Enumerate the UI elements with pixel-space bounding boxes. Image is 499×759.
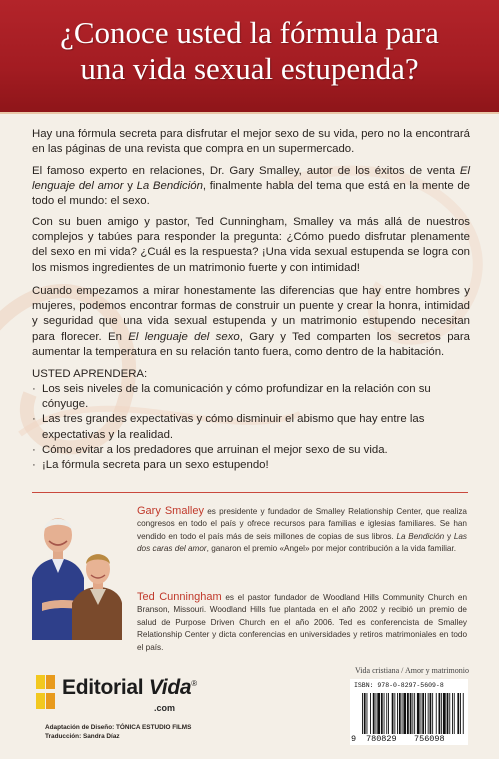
barcode-bar <box>377 693 380 734</box>
barcode-bar <box>386 693 387 734</box>
learn-list <box>32 382 472 473</box>
barcode-bar <box>397 693 398 734</box>
barcode-bar <box>376 693 377 734</box>
learn-item <box>32 443 472 458</box>
ted-name: Ted Cunningham <box>137 591 222 603</box>
differences-paragraph-start: Cuando empezamos a mirar honestamente las diferencias que hay entre hombres y mujeres, podemos encontrar formas de construir un puente y crear la honra, intimidad y seguridad que una vida sexual estupenda y un matrimonio estupendo necesitan para florecer. En <box>32 285 470 343</box>
gary-book-dos-caras: Las dos caras del amor <box>137 531 468 554</box>
barcode-bar <box>410 693 412 734</box>
registered-mark: ® <box>191 679 197 688</box>
barcode-bar <box>381 693 383 734</box>
barcode-bar <box>454 693 455 734</box>
barcode-bar <box>457 693 459 734</box>
learn-item-text: Cómo evitar a los predadores que arruinan el mejor sexo de su vida. <box>42 443 388 456</box>
ted-bio-text: es el pastor fundador de Woodland Hills Community Church en Branson, Missouri. Woodland Hills fue plantada en el año 2002 y recibió un premio de salud de Purpose Driven Church en el año 2006. Ted es conferencista de Smalley Relationship Center y dicta conferencias en universidades y retiros matrimoniales en todo el país. <box>137 593 467 652</box>
barcode-bar <box>443 693 446 734</box>
learn-item-text: ¡La fórmula secreta para un sexo estupendo! <box>42 459 269 472</box>
learn-item-text: Las tres grandes expectativas y cómo disminuir el abismo que hay entre las expectativas y la realidad. <box>42 413 425 441</box>
header-banner <box>0 0 499 113</box>
isbn-label: ISBN: 978-0-8297-5609-8 <box>354 682 444 689</box>
publisher-mark-icon <box>36 673 56 711</box>
bullet-icon: · <box>32 443 36 456</box>
authors-photo <box>32 503 122 640</box>
barcode-bar <box>367 693 368 734</box>
barcode-bar <box>463 693 464 734</box>
barcode-bar <box>402 693 403 734</box>
gary-bio-conjunction: y <box>444 531 454 541</box>
barcode-bar <box>425 693 426 734</box>
learn-item <box>32 458 472 473</box>
barcode-bar <box>370 693 371 734</box>
header-title-line-1: ¿Conoce usted la fórmula para <box>60 15 439 50</box>
barcode-bar <box>432 693 433 734</box>
book-category: Vida cristiana / Amor y matrimonio <box>355 666 469 675</box>
barcode-bar <box>407 693 409 734</box>
barcode-bar <box>364 693 366 734</box>
barcode-bar <box>449 693 450 734</box>
gary-bio-text: es presidente y fundador de Smalley Relationship Center, que realiza congresos en todo el país y ofrece recursos para familias e iglesias familiares. Se han vendido en todo el país más de seis millones de copias de sus libros. <box>137 507 467 541</box>
barcode-bar <box>430 693 432 734</box>
question-paragraph: Con su buen amigo y pastor, Ted Cunningham, Smalley va más allá de nuestros complejos y tabúes para responder la pregunta: ¿Cómo puedo disfrutar plenamente del sexo en mi vida? ¿Cuál es la respuesta? ¡Una vida sexual estupenda se logra con los mismos ingredientes de un matrimonio fuerte y con intimidad! <box>32 216 470 274</box>
book-title-lenguaje-amor: El lenguaje del amor <box>32 165 470 193</box>
author-paragraph-start: El famoso experto en relaciones, Dr. Gary Smalley, autor de los éxitos de venta <box>32 165 460 177</box>
design-credit: Adaptación de Diseño: TÓNICA ESTUDIO FILMS <box>45 724 192 731</box>
barcode-bar <box>394 693 395 734</box>
differences-paragraph <box>32 284 470 360</box>
translation-credit: Traducción: Sandra Díaz <box>45 733 120 740</box>
barcode-right-digits: 756098 <box>414 734 445 744</box>
barcode-bar <box>441 693 442 734</box>
barcode-bar <box>421 693 422 734</box>
book-title-bendicion: La Bendición <box>136 180 203 193</box>
learn-item-text: Los seis niveles de la comunicación y cómo profundizar en la relación con su cónyuge. <box>42 383 431 411</box>
publisher-wordmark <box>62 676 197 700</box>
publisher-logo <box>36 667 206 717</box>
differences-paragraph-end: , Gary y Ted comparten los secretos para aumentar la temperatura en su relación tanto fuera, como dentro de la habitación. <box>32 330 470 358</box>
barcode-bar <box>428 693 429 734</box>
barcode-bar <box>436 693 437 734</box>
learn-item <box>32 382 472 412</box>
barcode-bar <box>362 693 363 734</box>
gary-book-bendicion: La Bendición <box>396 531 445 541</box>
barcode-first-digit: 9 <box>351 734 357 744</box>
gary-bio-text-end: , ganaron el premio «Angel» por mejor contribución a la vida familiar. <box>206 544 457 554</box>
barcode-bar <box>447 693 449 734</box>
barcode-left-digits: 780829 <box>366 734 397 744</box>
barcode-bar <box>373 693 375 734</box>
publisher-domain: .com <box>154 703 176 713</box>
conjunction: y <box>123 180 137 193</box>
barcode-bar <box>399 693 401 734</box>
publisher-name-vida: Vida <box>148 676 192 699</box>
gary-name: Gary Smalley <box>137 505 204 517</box>
ted-bio <box>137 591 467 654</box>
barcode-bar <box>460 693 461 734</box>
barcode-graphic <box>360 693 466 734</box>
header-title-line-2: una vida sexual estupenda? <box>80 51 419 86</box>
barcode-bar <box>439 693 441 734</box>
author-paragraph-end: , finalmente habla del tema que está en la mente de todo el mundo: el sexo. <box>32 180 470 208</box>
bullet-icon: · <box>32 413 36 426</box>
credits <box>45 723 191 741</box>
barcode-bar <box>422 693 424 734</box>
barcode-bar <box>392 693 394 734</box>
bullet-icon: · <box>32 383 36 395</box>
barcode-bar <box>417 693 420 734</box>
barcode-bar <box>412 693 413 734</box>
barcode-bar <box>414 693 415 734</box>
section-divider <box>32 492 468 493</box>
bullet-icon: · <box>32 459 36 472</box>
intro-paragraph: Hay una fórmula secreta para disfrutar el mejor sexo de su vida, pero no la encontrará en las páginas de una revista que compra en un supermercado. <box>32 128 470 156</box>
barcode-panel <box>350 679 468 745</box>
barcode-bar <box>388 693 389 734</box>
barcode-bar <box>403 693 406 734</box>
learn-item <box>32 412 472 442</box>
barcode-bar <box>384 693 385 734</box>
publisher-name-editorial: Editorial <box>62 676 149 699</box>
barcode-bar <box>452 693 453 734</box>
gary-bio <box>137 505 467 556</box>
author-paragraph <box>32 164 470 210</box>
book-title-lenguaje-sexo: El lenguaje del sexo <box>128 330 240 343</box>
learn-heading: USTED APRENDERA: <box>32 368 148 380</box>
